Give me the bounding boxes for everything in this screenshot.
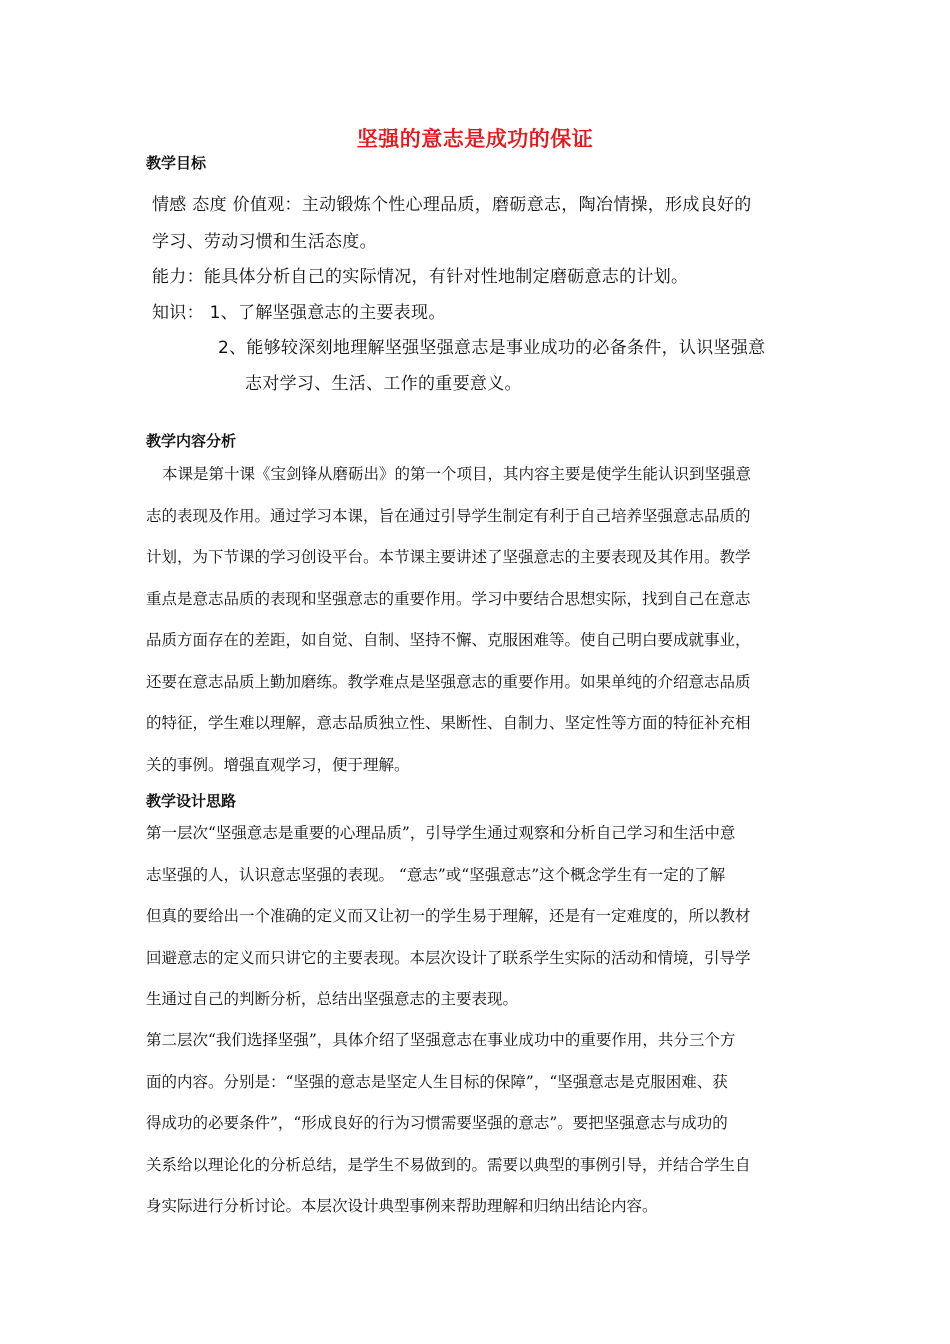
text-line: 第一层次“坚强意志是重要的心理品质”，引导学生通过观察和分析自己学习和生活中意	[146, 824, 736, 842]
document-title: 坚强的意志是成功的保证	[356, 127, 594, 151]
text-line: 关的事例。增强直观学习，便于理解。	[146, 755, 410, 774]
objective-line: 志对学习、生活、工作的重要意义。	[245, 374, 522, 394]
text-line: 关系给以理论化的分析总结，是学生不易做到的。需要以典型的事例引导，并结合学生自	[146, 1155, 751, 1174]
objective-line: 能力：能具体分析自己的实际情况，有针对性地制定磨砺意志的计划。	[152, 267, 689, 287]
objective-line: 知识： 1、了解坚强意志的主要表现。	[152, 303, 446, 323]
text-line: 身实际进行分析讨论。本层次设计典型事例来帮助理解和归纳出结论内容。	[146, 1197, 658, 1215]
text-line: 志的表现及作用。通过学习本课，旨在通过引导学生制定有利于自己培养坚强意志品质的	[146, 506, 751, 525]
content-analysis-paragraph	[146, 454, 809, 786]
objective-line: 学习、劳动习惯和生活态度。	[152, 232, 377, 252]
objective-line: 情感 态度 价值观：主动锻炼个性心理品质，磨砺意志，陶冶情操，形成良好的	[152, 195, 752, 215]
objective-line: 2、能够较深刻地理解坚强坚强意志是事业成功的必备条件，认识坚强意	[218, 338, 766, 358]
text-line: 第二层次“我们选择坚强”，具体介绍了坚强意志在事业成功中的重要作用，共分三个方	[146, 1031, 736, 1049]
text-line: 计划，为下节课的学习创设平台。本节课主要讲述了坚强意志的主要表现及其作用。教学	[146, 548, 751, 566]
design-heading: 教学设计思路	[146, 792, 237, 810]
text-line: 本课是第十课《宝剑锋从磨砺出》的第一个项目，其内容主要是使学生能认识到坚强意	[162, 465, 752, 483]
text-line: 的特征，学生难以理解，意志品质独立性、果断性、自制力、坚定性等方面的特征补充相	[146, 714, 751, 732]
text-line: 面的内容。分别是：“坚强的意志是坚定人生目标的保障”，“坚强意志是克服困难、获	[146, 1072, 728, 1091]
design-paragraph-1	[146, 813, 809, 1021]
text-line: 重点是意志品质的表现和坚强意志的重要作用。学习中要结合思想实际，找到自己在意志	[146, 589, 751, 608]
text-line: 还要在意志品质上勤加磨练。教学难点是坚强意志的重要作用。如果单纯的介绍意志品质	[146, 672, 751, 691]
text-line: 回避意志的定义而只讲它的主要表现。本层次设计了联系学生实际的活动和情境，引导学	[146, 948, 751, 967]
text-line: 品质方面存在的差距，如自觉、自制、坚持不懈、克服困难等。使自己明白要成就事业，	[146, 631, 751, 649]
design-paragraph-2	[146, 1020, 809, 1228]
text-line: 生通过自己的判断分析，总结出坚强意志的主要表现。	[146, 990, 519, 1008]
text-line: 得成功的必要条件”，“形成良好的行为习惯需要坚强的意志”。要把坚强意志与成功的	[146, 1114, 728, 1132]
text-line: 志坚强的人，认识意志坚强的表现。 “意志”或“坚强意志”这个概念学生有一定的了解	[146, 865, 726, 884]
text-line: 但真的要给出一个准确的定义而又让初一的学生易于理解，还是有一定难度的，所以教材	[146, 907, 751, 925]
content-analysis-heading: 教学内容分析	[146, 432, 237, 450]
objectives-heading: 教学目标	[146, 154, 207, 172]
